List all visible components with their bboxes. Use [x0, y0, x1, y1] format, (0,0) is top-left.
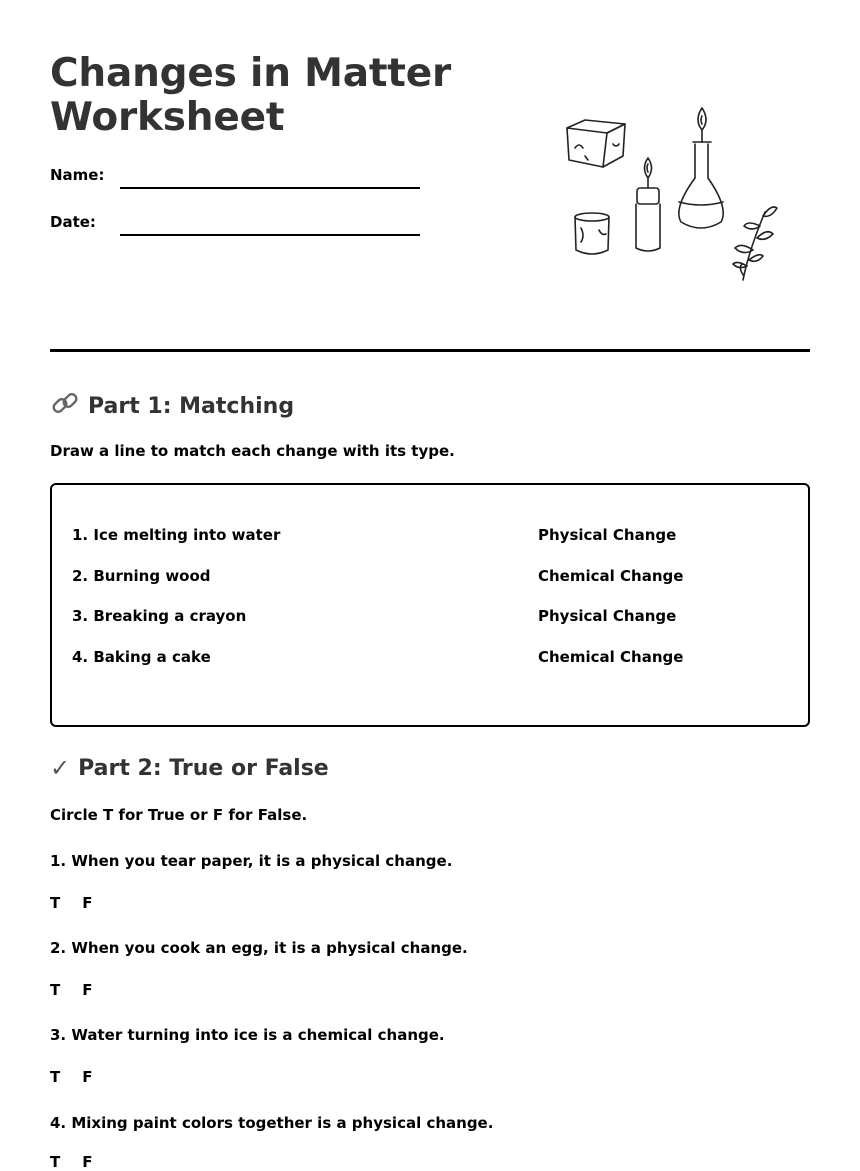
false-option[interactable]: F [82, 1068, 93, 1086]
science-illustration [555, 100, 780, 290]
worksheet-title: Changes in Matter Worksheet [50, 51, 452, 140]
true-option[interactable]: T [50, 894, 61, 912]
match-change: 1. Ice melting into water [72, 526, 281, 544]
matching-box [50, 483, 810, 727]
candle-icon [636, 158, 660, 251]
part2-heading [50, 754, 329, 782]
date-line[interactable] [120, 234, 420, 236]
false-option[interactable]: F [82, 894, 93, 912]
match-change: 2. Burning wood [72, 567, 211, 585]
check-icon: ✓ [50, 754, 71, 782]
false-option[interactable]: F [82, 981, 93, 999]
tf-options-4 [50, 1153, 114, 1171]
tf-options-3 [50, 1068, 114, 1086]
name-line[interactable] [120, 187, 420, 189]
tf-options-1 [50, 894, 114, 912]
flask-icon [679, 108, 723, 228]
tf-question-1: 1. When you tear paper, it is a physical change. [50, 852, 453, 870]
true-option[interactable]: T [50, 981, 61, 999]
date-label: Date: [50, 213, 96, 231]
true-option[interactable]: T [50, 1153, 61, 1171]
name-label: Name: [50, 166, 105, 184]
water-glass-icon [575, 213, 609, 254]
tf-options-2 [50, 981, 114, 999]
plant-icon [733, 207, 777, 280]
part1-heading [50, 388, 294, 424]
tf-question-2: 2. When you cook an egg, it is a physical change. [50, 939, 468, 957]
false-option[interactable]: F [82, 1153, 93, 1171]
match-type: Physical Change [538, 526, 677, 544]
true-option[interactable]: T [50, 1068, 61, 1086]
match-type: Chemical Change [538, 648, 684, 666]
match-change: 3. Breaking a crayon [72, 607, 247, 625]
match-type: Physical Change [538, 607, 677, 625]
link-icon [50, 388, 80, 424]
part2-heading-text: Part 2: True or False [78, 755, 329, 781]
part2-instruction: Circle T for True or F for False. [50, 806, 308, 824]
ice-cube-icon [567, 120, 625, 167]
match-type: Chemical Change [538, 567, 684, 585]
part1-instruction: Draw a line to match each change with its type. [50, 442, 455, 460]
match-change: 4. Baking a cake [72, 648, 211, 666]
part1-heading-text: Part 1: Matching [88, 393, 295, 419]
tf-question-3: 3. Water turning into ice is a chemical change. [50, 1026, 445, 1044]
tf-question-4: 4. Mixing paint colors together is a physical change. [50, 1114, 494, 1132]
header-divider [50, 349, 810, 352]
